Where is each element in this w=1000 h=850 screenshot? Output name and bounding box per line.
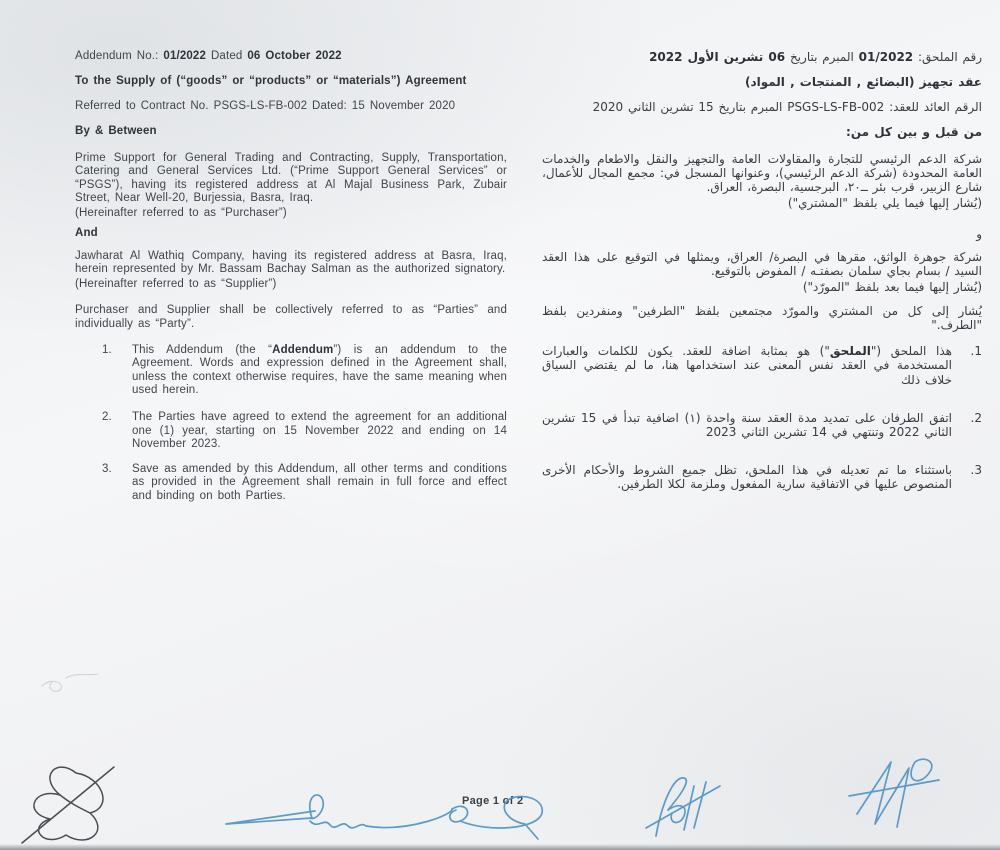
clause-1-bold-ar: الملحق bbox=[829, 343, 871, 358]
clause-1-en bbox=[75, 344, 507, 398]
clause-1-pre-ar: هذا الملحق (" bbox=[870, 343, 952, 358]
signature-blue-center-right bbox=[628, 768, 748, 843]
parties-para-en: Purchaser and Supplier shall be collectively referred to as “Parties” and individually as “Party”. bbox=[75, 303, 507, 330]
supplier-para-ar: شركة جوهرة الواثق، مقرها في البصرة/ العراق، ويمثلها في التوقيع على هذا العقد السيد / بسام بجاي سلمان بصفتـه / المفوض بالتوقيع. bbox=[542, 249, 982, 279]
and-en: And bbox=[75, 227, 98, 240]
pencil-scribble-artifact bbox=[36, 648, 108, 698]
supply-title-ar: عقد تجهيز (البضائع , المنتجات , المواد) bbox=[744, 75, 982, 90]
purchaser-row bbox=[75, 152, 982, 221]
clause-1-num-en: 1. bbox=[102, 343, 112, 356]
clause-2-num-ar: 2. bbox=[970, 410, 982, 425]
purchaser-block-en bbox=[75, 152, 507, 221]
signature-blue-long-icon bbox=[220, 783, 545, 848]
purchaser-ref-ar: (يُشار إليها فيما يلي بلفظ "المشتري") bbox=[787, 195, 982, 210]
addendum-number-ar: 01/2022 bbox=[858, 50, 914, 64]
by-between-row bbox=[75, 125, 982, 139]
addendum-label-ar: رقم الملحق: bbox=[913, 50, 982, 64]
supply-title-row bbox=[75, 75, 982, 89]
and-ar: و bbox=[976, 227, 982, 242]
supplier-para-en: Jawharat Al Wathiq Company, having its registered address at Basra, Iraq, herein represented by Mr. Bassam Bachay Salman as the authorized signatory. bbox=[75, 249, 507, 276]
clause-3-text-ar: باستثناء ما تم تعديله في هذا الملحق، تظل جميع الشروط والأحكام الأخرى المنصوص عليها في الاتفاقية سارية المفعول وملزمة لكلا الطرفين. bbox=[542, 462, 952, 492]
signature-blue-initials-icon bbox=[628, 768, 748, 843]
supplier-block-en bbox=[75, 250, 507, 292]
clause-2-ar bbox=[542, 411, 982, 440]
supplier-row bbox=[75, 250, 982, 294]
clause-1-num-ar: 1. bbox=[970, 343, 982, 358]
clause-2-num-en: 2. bbox=[102, 410, 112, 423]
supply-title-en: To the Supply of (“goods” or “products” or “materials”) Agreement bbox=[75, 75, 467, 88]
clause-1-text-ar bbox=[542, 344, 952, 387]
page-number: Page 1 of 2 bbox=[462, 795, 524, 807]
scan-bottom-edge bbox=[0, 844, 1000, 850]
signature-blue-right bbox=[843, 752, 948, 837]
signature-blue-center-left bbox=[220, 783, 545, 848]
addendum-date-en: 06 October 2022 bbox=[247, 50, 342, 62]
signature-black-left bbox=[14, 755, 129, 850]
and-row bbox=[75, 227, 982, 241]
pencil-scribble-icon bbox=[36, 648, 108, 698]
signature-black-icon bbox=[14, 755, 129, 850]
clause-1-post-ar: ") هو بمثابة اضافة للعقد. يكون للكلمات والعبارات المستخدمة في العقد نفس المعنى عند استخدامها هنا، ما لم يقتضي السياق خلاف ذلك bbox=[542, 343, 952, 387]
supplier-ref-ar: (يُشار إليها فيما بعد بلفظ "المورّد") bbox=[802, 279, 982, 294]
supplier-ref-en: (Hereinafter referred to as “Supplier”) bbox=[75, 277, 277, 290]
purchaser-block-ar bbox=[542, 152, 982, 211]
by-between-ar: من قبل و بين كل من: bbox=[846, 125, 982, 140]
clause-2-text-en: The Parties have agreed to extend the agreement for an additional one (1) year, starting on 15 November 2022 and ending on 14 November 2023. bbox=[132, 410, 507, 451]
clause-1-bold-en: Addendum bbox=[272, 343, 334, 356]
parties-para-ar: يُشار إلى كل من المشتري والمورّد مجتمعين بلفظ "الطرفين" ومنفردين بلفظ "الطرف." bbox=[542, 303, 982, 333]
document-body bbox=[75, 50, 982, 503]
clause-1-post-en: ”) is an addendum to the Agreement. Words and expression defined in the Agreement shall, unless the context otherwise requires, have the same meaning when used herein. bbox=[132, 343, 507, 397]
by-between-en: By & Between bbox=[75, 125, 157, 138]
clause-2-row bbox=[75, 411, 982, 452]
clause-1-text-en bbox=[132, 344, 507, 398]
addendum-label-en: Addendum No.: bbox=[75, 50, 164, 62]
clause-2-en bbox=[75, 411, 507, 452]
clause-1-pre-en: This Addendum (the “ bbox=[132, 343, 273, 356]
supplier-block-ar bbox=[542, 250, 982, 294]
addendum-dated-ar: المبرم بتاريخ bbox=[785, 50, 859, 64]
clause-1-ar bbox=[542, 344, 982, 387]
referred-contract-en: Referred to Contract No. PSGS-LS-FB-002 Dated: 15 November 2020 bbox=[75, 99, 456, 112]
purchaser-para-en: Prime Support for General Trading and Contracting, Supply, Transportation, Catering and General Services Ltd. (“Prime Support General Services” or “PSGS”), having its registered address at Al Majal Business Park, Zubair Street, Near Well-20, Burjessia, Basra, Iraq. bbox=[75, 151, 507, 205]
addendum-number-line-ar bbox=[542, 50, 982, 64]
addendum-number-line-en bbox=[75, 50, 507, 64]
clause-3-row bbox=[75, 463, 982, 504]
clause-3-en bbox=[75, 463, 507, 504]
clause-3-num-ar: 3. bbox=[970, 462, 982, 477]
addendum-number-en: 01/2022 bbox=[163, 50, 207, 62]
referred-contract-ar: الرقم العائد للعقد: PSGS-LS-FB-002 المبرم بتاريخ 15 تشرين الثاني 2020 bbox=[592, 99, 982, 114]
clause-1-row bbox=[75, 344, 982, 398]
purchaser-para-ar: شركة الدعم الرئيسي للتجارة والمقاولات العامة والتجهيز والنقل والاطعام والخدمات العامة المحدودة (شركة الدعم الرئيسي)، وعنوانها المسجل في: مجمع المجال للأعمال، شارع الزبير، قرب بئر ــ٢٠، البرجسية، البصرة، العراق. bbox=[542, 151, 982, 195]
parties-row bbox=[75, 304, 982, 333]
clause-3-num-en: 3. bbox=[102, 462, 112, 475]
clause-3-ar bbox=[542, 463, 982, 492]
addendum-number-row bbox=[75, 50, 982, 64]
addendum-dated-en: Dated bbox=[206, 50, 248, 62]
addendum-date-ar: 06 تشرين الأول 2022 bbox=[649, 50, 786, 64]
signature-blue-right-icon bbox=[843, 752, 948, 837]
purchaser-ref-en: (Hereinafter referred to as “Purchaser”) bbox=[75, 206, 287, 219]
referred-contract-row bbox=[75, 100, 982, 114]
clause-2-text-ar: اتفق الطرفان على تمديد مدة العقد سنة واحدة (١) اضافية تبدأ في 15 تشرين الثاني 2022 وتنتهي في 14 تشرين الثاني 2023 bbox=[542, 410, 952, 440]
clause-3-text-en: Save as amended by this Addendum, all other terms and conditions as provided in the Agreement shall remain in full force and effect and binding on both Parties. bbox=[132, 462, 507, 502]
